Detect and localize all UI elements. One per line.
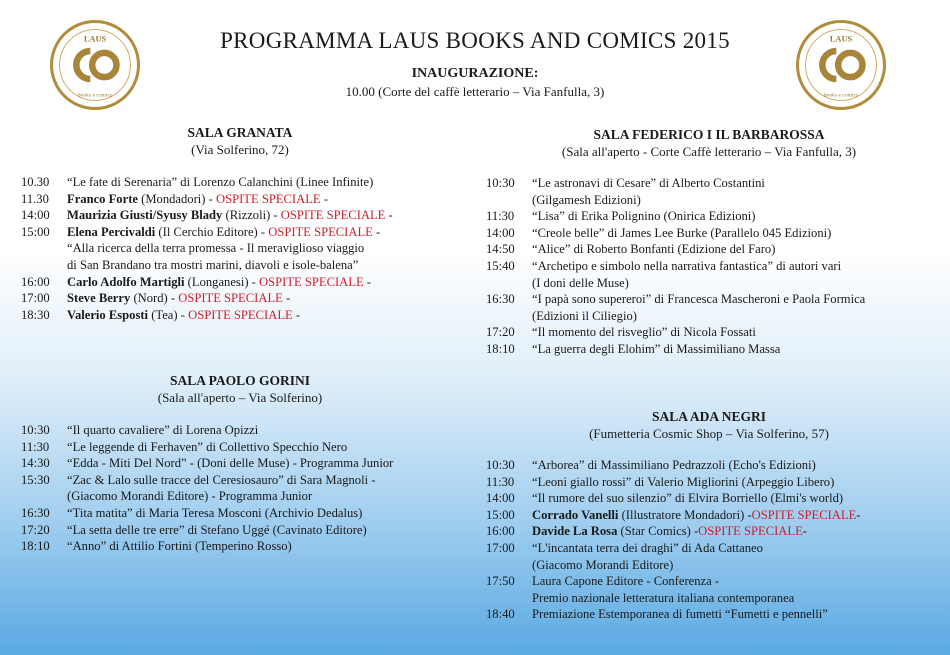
event-time: 10:30 — [21, 423, 50, 437]
guest-name: Maurizia Giusti/Syusy Blady — [67, 208, 223, 223]
event-item — [486, 175, 936, 208]
event-line: “Le leggende di Ferhaven” di Collettivo Specchio Nero — [67, 439, 348, 454]
event-time: 18:40 — [486, 607, 515, 622]
special-guest-label: OSPITE SPECIALE — [188, 307, 293, 322]
event-publisher: (Il Cerchio Editore) - — [155, 224, 269, 239]
event-suffix: - — [282, 291, 291, 306]
event-line — [67, 191, 461, 208]
sala-gorini-header — [20, 372, 460, 406]
event-time: 18:10 — [486, 341, 515, 356]
event-item — [21, 174, 461, 191]
event-description — [532, 291, 936, 324]
event-time: 15:30 — [21, 472, 50, 487]
logo-top-text: LAUS — [829, 34, 853, 44]
special-guest-label: OSPITE SPECIALE — [178, 291, 283, 306]
sala-gorini-events — [21, 422, 461, 555]
event-time: 16:30 — [21, 505, 50, 520]
event-description — [67, 191, 461, 208]
event-description — [532, 573, 936, 606]
event-line — [67, 207, 461, 224]
sala-barbarossa-location: (Sala all'aperto - Corte Caffè letterario – Via Fanfulla, 3) — [561, 144, 857, 159]
event-line: Premiazione Estemporanea di fumetti “Fumetti e pennelli” — [532, 607, 828, 622]
event-description — [532, 175, 936, 208]
event-description — [532, 324, 936, 341]
event-item — [486, 490, 936, 507]
guest-name: Davide La Rosa — [532, 524, 618, 539]
sala-granata-name: SALA GRANATA — [187, 125, 293, 140]
sala-granata-events — [21, 174, 461, 323]
event-item — [21, 522, 461, 539]
event-time: 17:20 — [21, 522, 50, 537]
logo-bottom-text: books e comics — [823, 92, 859, 99]
event-item — [21, 422, 461, 439]
event-description — [67, 505, 461, 522]
event-description — [67, 224, 461, 274]
event-item — [486, 208, 936, 225]
event-item — [486, 291, 936, 324]
event-description — [67, 274, 461, 291]
event-item — [486, 324, 936, 341]
event-suffix: - — [856, 507, 861, 522]
sala-barbarossa-events — [486, 175, 936, 358]
event-description — [532, 606, 936, 623]
event-line — [67, 307, 461, 324]
event-line: “Alice” di Roberto Bonfanti (Edizione del Faro) — [532, 242, 776, 257]
event-suffix: - — [385, 208, 393, 223]
event-description — [67, 522, 461, 539]
event-publisher: (Star Comics) - — [617, 524, 699, 539]
event-line: “Edda - Miti Del Nord” - (Doni delle Muse) - Programma Junior — [67, 456, 394, 471]
inauguration-info: 10.00 (Corte del caffè letterario – Via Fanfulla, 3) — [345, 84, 605, 99]
event-time: 11:30 — [21, 439, 50, 454]
sala-granata-header — [20, 124, 460, 158]
logo-top-text: LAUS — [83, 34, 107, 44]
event-item — [21, 439, 461, 456]
event-line: “Zac & Lalo sulle tracce del Ceresiosauro” di Sara Magnoli - — [67, 472, 376, 487]
special-guest-label: OSPITE SPECIALE — [751, 507, 857, 522]
event-line: “Arborea” di Massimiliano Pedrazzoli (Echo's Edizioni) — [532, 458, 816, 472]
sala-negri-header — [486, 408, 932, 442]
event-line-continued: Premio nazionale letteratura italiana contemporanea — [532, 590, 795, 605]
event-description — [67, 538, 461, 555]
event-time: 16:30 — [486, 292, 515, 307]
event-line: “Le astronavi di Cesare” di Alberto Costantini — [532, 176, 765, 190]
event-description — [532, 241, 936, 258]
event-line: Laura Capone Editore - Conferenza - — [532, 574, 720, 589]
event-time: 14:50 — [486, 242, 515, 257]
event-description — [67, 174, 461, 191]
event-line: “Il rumore del suo silenzio” di Elvira Borriello (Elmi's world) — [532, 491, 844, 506]
event-item — [486, 507, 936, 524]
special-guest-label: OSPITE SPECIALE — [698, 524, 803, 539]
event-item — [486, 573, 936, 606]
event-description — [532, 457, 936, 474]
event-time: 11.30 — [21, 191, 49, 206]
event-description — [532, 258, 936, 291]
guest-name: Elena Percivaldi — [67, 224, 156, 239]
event-item — [486, 540, 936, 573]
event-item — [21, 290, 461, 307]
event-line — [67, 224, 461, 241]
event-line: “I papà sono supereroi” di Francesca Mascheroni e Paola Formica — [532, 292, 866, 307]
guest-name: Franco Forte — [67, 191, 138, 206]
event-description — [532, 225, 936, 242]
event-suffix: - — [292, 307, 301, 322]
event-description — [67, 455, 461, 472]
sala-barbarossa-header — [486, 126, 932, 160]
event-time: 17:00 — [21, 291, 50, 306]
event-item — [486, 606, 936, 623]
sala-gorini-name: SALA PAOLO GORINI — [169, 373, 311, 388]
event-time: 10.30 — [21, 175, 50, 189]
event-item — [21, 307, 461, 324]
event-description — [532, 507, 936, 524]
event-time: 15:40 — [486, 258, 515, 273]
event-publisher: (Illustratore Mondadori) - — [618, 507, 752, 522]
event-description — [532, 208, 936, 225]
sala-negri-events — [486, 457, 936, 623]
event-description — [532, 523, 936, 540]
event-time: 15:00 — [486, 507, 515, 522]
event-item — [486, 258, 936, 291]
event-line — [532, 507, 936, 524]
event-item — [21, 455, 461, 472]
event-item — [486, 241, 936, 258]
event-description — [67, 422, 461, 439]
sala-negri-name: SALA ADA NEGRI — [651, 409, 767, 424]
event-time: 15:00 — [21, 224, 50, 239]
event-item — [486, 457, 936, 474]
guest-name: Corrado Vanelli — [532, 507, 619, 522]
special-guest-label: OSPITE SPECIALE — [259, 274, 364, 289]
event-line: “La setta delle tre erre” di Stefano Uggé (Cavinato Editore) — [67, 522, 367, 537]
event-description — [67, 207, 461, 224]
event-publisher: (Tea) - — [148, 307, 189, 322]
event-item — [21, 538, 461, 555]
event-time: 17:00 — [486, 540, 515, 555]
event-line-continued: (Gilgamesh Edizioni) — [532, 192, 641, 207]
event-time: 14:00 — [486, 491, 515, 506]
event-publisher: (Mondadori) - — [137, 191, 216, 206]
sala-negri-location: (Fumetteria Cosmic Shop – Via Solferino, 57) — [589, 426, 829, 441]
event-time: 14:00 — [21, 208, 50, 223]
event-line-continued: (I doni delle Muse) — [532, 275, 629, 290]
event-description — [67, 307, 461, 324]
event-time: 16:00 — [486, 524, 515, 539]
sala-granata-location: (Via Solferino, 72) — [191, 142, 289, 157]
event-description — [532, 540, 936, 573]
event-line: “Anno” di Attilio Fortini (Temperino Rosso) — [67, 539, 292, 554]
guest-name: Valerio Esposti — [67, 307, 149, 322]
sala-barbarossa-name: SALA FEDERICO I IL BARBAROSSA — [593, 127, 825, 142]
event-description — [67, 290, 461, 307]
event-line — [67, 274, 461, 291]
event-time: 16:00 — [21, 274, 50, 289]
event-line-continued: (Edizioni il Ciliegio) — [532, 308, 637, 323]
event-description — [532, 474, 936, 491]
event-line: “Lisa” di Erika Polignino (Onirica Edizioni) — [532, 209, 756, 224]
event-publisher: (Longanesi) - — [184, 274, 260, 289]
event-time: 14:00 — [486, 225, 515, 240]
event-line-continued: (Giacomo Morandi Editore) - Programma Junior — [67, 489, 313, 504]
event-item — [21, 505, 461, 522]
event-description — [67, 439, 461, 456]
event-publisher: (Rizzoli) - — [222, 208, 281, 223]
event-item — [486, 523, 936, 540]
event-line: “Creole belle” di James Lee Burke (Parallelo 045 Edizioni) — [532, 225, 832, 240]
event-line-continued: di San Brandano tra mostri marini, diavoli e isole-balena” — [67, 257, 359, 272]
event-item — [21, 207, 461, 224]
page-title: PROGRAMMA LAUS BOOKS AND COMICS 2015 — [220, 28, 730, 53]
event-item — [21, 274, 461, 291]
event-line-continued: (Giacomo Morandi Editore) — [532, 557, 674, 572]
event-line: “Il momento del risveglio” di Nicola Fossati — [532, 325, 756, 340]
event-suffix: - — [372, 224, 381, 239]
event-line: “Il quarto cavaliere” di Lorena Opizzi — [67, 423, 259, 437]
event-suffix: - — [363, 274, 371, 289]
special-guest-label: OSPITE SPECIALE — [268, 224, 373, 239]
event-line-continued: “Alla ricerca della terra promessa - Il meraviglioso viaggio — [67, 241, 365, 256]
event-time: 18:30 — [21, 307, 50, 322]
event-time: 18:10 — [21, 539, 50, 554]
event-item — [486, 341, 936, 358]
event-line: “Leoni giallo rossi” di Valerio Migliorini (Arpeggio Libero) — [532, 474, 835, 489]
event-line: “Tita matita” di Maria Teresa Mosconi (Archivio Dedalus) — [67, 505, 363, 520]
special-guest-label: OSPITE SPECIALE — [215, 191, 321, 206]
event-description — [532, 490, 936, 507]
guest-name: Carlo Adolfo Martigli — [67, 274, 185, 289]
event-item — [21, 191, 461, 208]
event-time: 11:30 — [486, 209, 515, 224]
event-time: 10:30 — [486, 176, 515, 190]
event-line — [532, 523, 936, 540]
event-line — [67, 290, 461, 307]
event-line: “Archetipo e simbolo nella narrativa fantastica” di autori vari — [532, 258, 842, 273]
event-item — [21, 224, 461, 274]
event-time: 11:30 — [486, 474, 515, 489]
event-publisher: (Nord) - — [130, 291, 179, 306]
event-description — [67, 472, 461, 505]
event-suffix: - — [802, 524, 807, 539]
guest-name: Steve Berry — [67, 291, 131, 306]
logo-bottom-text: books e comics — [77, 92, 113, 99]
event-time: 17:50 — [486, 574, 515, 589]
event-line: “Le fate di Serenaria” di Lorenzo Calanchini (Linee Infinite) — [67, 175, 374, 189]
event-suffix: - — [320, 191, 328, 206]
event-line: “L'incantata terra dei draghi” di Ada Cattaneo — [532, 540, 763, 555]
event-time: 14:30 — [21, 456, 50, 471]
event-description — [532, 341, 936, 358]
special-guest-label: OSPITE SPECIALE — [280, 208, 386, 223]
event-time: 10:30 — [486, 458, 515, 472]
inauguration-heading: INAUGURAZIONE: — [411, 66, 539, 81]
event-item — [486, 225, 936, 242]
event-item — [21, 472, 461, 505]
event-line: “La guerra degli Elohim” di Massimiliano Massa — [532, 341, 781, 356]
sala-gorini-location: (Sala all'aperto – Via Solferino) — [157, 390, 323, 405]
event-item — [486, 474, 936, 491]
event-time: 17:20 — [486, 325, 515, 340]
